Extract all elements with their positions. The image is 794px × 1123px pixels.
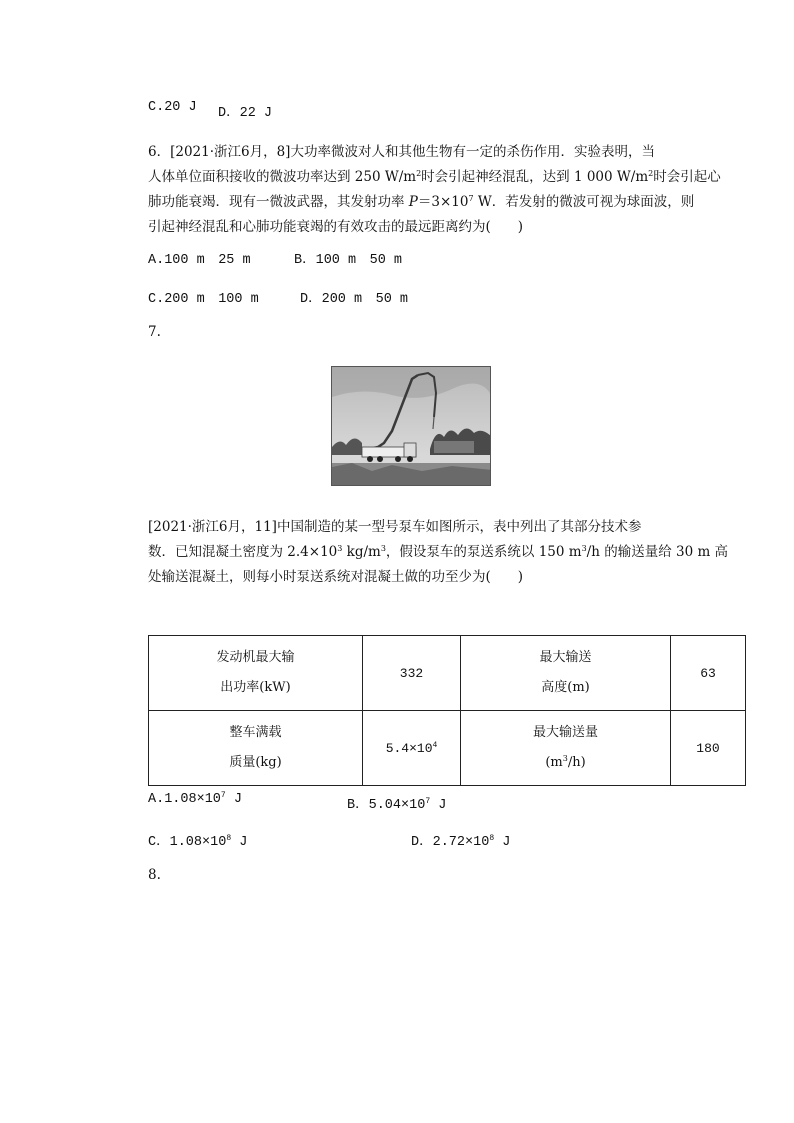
pump-truck-photo bbox=[331, 366, 491, 486]
q6-line-4: 引起神经混乱和心肺功能衰竭的有效攻击的最远距离约为( ) bbox=[148, 219, 524, 235]
q7-option-a: $A.1.08\times 10^7$ J bbox=[148, 791, 242, 807]
table-cell-max-height-value: 63 bbox=[671, 636, 746, 711]
q6-option-b: B．100 m 50 m bbox=[294, 253, 403, 268]
table-row bbox=[149, 636, 746, 711]
q7-option-b: B．$5.04\times 10^7$ J bbox=[347, 797, 447, 813]
table-cell-engine-power-label: 发动机最大输 出功率(kW) bbox=[149, 636, 363, 711]
q6-line-2: 人体单位面积接收的微波功率达到 250 $W/m^2$时会引起神经混乱，达到 1 000 $W/m^2$时会引起心 bbox=[148, 169, 721, 185]
q5-option-c: C.20 J bbox=[148, 100, 197, 115]
q7-line-3: 处输送混凝土，则每小时泵送系统对混凝土做的功至少为( ) bbox=[148, 569, 524, 585]
q7-line-2: 数．已知混凝土密度为 $2.4\times 10^3$ $kg/m^3$，假设泵车的泵送系统以 150 $m^3/h$ 的输送量给 30 m 高 bbox=[148, 544, 729, 560]
q6-option-a: A.100 m 25 m bbox=[148, 253, 251, 268]
table-cell-max-volume-value: 180 bbox=[671, 711, 746, 786]
q5-option-d: D．22 J bbox=[218, 106, 273, 121]
q7-number: 7. bbox=[148, 324, 161, 340]
table-cell-max-volume-label: 最大输送量 $(m^3/h)$ bbox=[461, 711, 671, 786]
table-cell-mass-value: $5.4\times 10^4$ bbox=[363, 711, 461, 786]
table-cell-engine-power-value: 332 bbox=[363, 636, 461, 711]
pump-truck-spec-table bbox=[148, 635, 746, 786]
q7-line-1: [2021·浙江6月，11]中国制造的某一型号泵车如图所示，表中列出了其部分技术参 bbox=[148, 519, 642, 535]
q6-option-c: C.200 m 100 m bbox=[148, 292, 259, 307]
q8-number: 8. bbox=[148, 867, 161, 883]
q6-line-1: 6．[2021·浙江6月，8]大功率微波对人和其他生物有一定的杀伤作用．实验表明，当 bbox=[148, 144, 655, 160]
q7-option-c: C．$1.08\times 10^8$ J bbox=[148, 834, 248, 850]
q6-option-d: D．200 m 50 m bbox=[300, 292, 409, 307]
table-cell-mass-label: 整车满载 质量(kg) bbox=[149, 711, 363, 786]
table-row bbox=[149, 711, 746, 786]
table-cell-max-height-label: 最大输送 高度(m) bbox=[461, 636, 671, 711]
q7-option-d: D．$2.72\times 10^8$ J bbox=[411, 834, 511, 850]
q6-line-3: 肺功能衰竭．现有一微波武器，其发射功率 $P=3\times 10^7$ W．若发射的微波可视为球面波，则 bbox=[148, 194, 695, 210]
pump-truck-illustration bbox=[332, 367, 491, 486]
